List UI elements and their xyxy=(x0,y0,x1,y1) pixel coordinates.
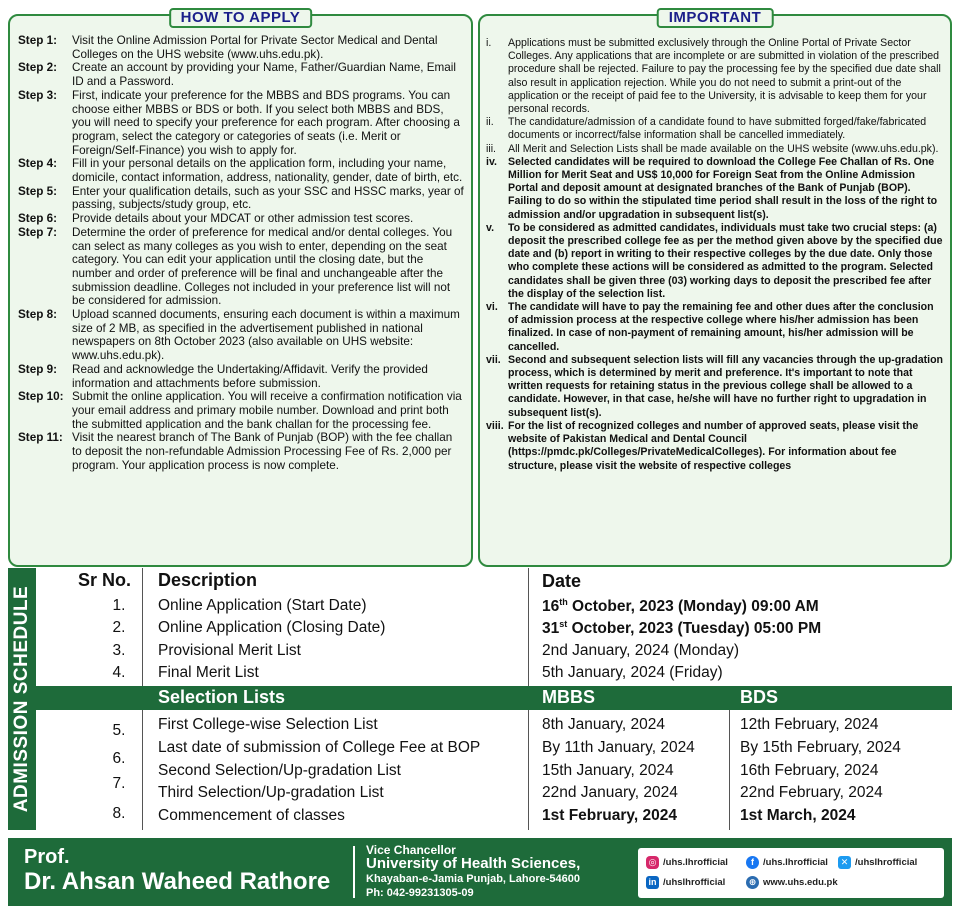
important-item xyxy=(486,37,944,116)
step-text: Determine the order of preference for medical and/or dental colleges. You can select as many colleges as you wish to enter, depending on the seat category. You can edit your application until the closing date, but the number and order of preference will be final and unchangeable after the submission deadline. Colleges not included in your preference list will not be considered for admission. xyxy=(72,225,453,308)
globe-icon: ⊕ xyxy=(746,876,759,889)
step-item xyxy=(18,185,465,212)
important-item xyxy=(486,116,944,142)
header-date: Date xyxy=(542,571,582,591)
important-panel xyxy=(478,9,952,567)
social-links xyxy=(638,848,944,898)
steps-list xyxy=(18,34,465,473)
date-rest: October, 2023 (Tuesday) 05:00 PM xyxy=(567,620,822,638)
step-text: Visit the nearest branch of The Bank of Punjab (BOP) with the fee challan to deposit the non-refundable Admission Processing Fee of Rs. 2,000 per program. Your application process is now complete. xyxy=(72,431,453,472)
item-number: ii. xyxy=(486,116,494,129)
header-description: Description xyxy=(158,570,258,590)
step-item xyxy=(18,390,465,431)
item-text: Selected candidates will be required to download the College Fee Challan of Rs. One Million for Merit Seat and US$ 10,000 for Foreign Seat from the Online Admission Portal and deposit amount at designated branches of the Bank of Punjab (BOP). Failing to do so within the stipulated time period shall result in the loss of the right to admission and/or upgradation in subsequent list(s). xyxy=(508,155,938,221)
step-text: Provide details about your MDCAT or other admission test scores. xyxy=(72,212,414,226)
linkedin-icon: in xyxy=(646,876,659,889)
row-date: 5th January, 2024 (Friday) xyxy=(542,664,723,681)
step-item xyxy=(18,308,465,363)
row-description: First College-wise Selection List xyxy=(158,716,378,733)
item-number: v. xyxy=(486,221,495,234)
linkedin-handle: /uhslhrofficial xyxy=(663,877,726,888)
item-number: vii. xyxy=(486,353,501,366)
row-sr: 2. xyxy=(112,619,126,636)
website-url: www.uhs.edu.pk xyxy=(763,877,838,888)
step-number: Step 6: xyxy=(18,212,57,226)
step-text: Read and acknowledge the Undertaking/Affidavit. Verify the provided information and attachments before submission. xyxy=(72,362,428,390)
date-rest: October, 2023 (Monday) 09:00 AM xyxy=(567,598,819,616)
facebook-icon: f xyxy=(746,856,759,869)
item-text: For the list of recognized colleges and number of approved seats, please visit the website of Pakistan Medical and Dental Council (https://pmdc.pk/Colleges/PrivateMedicalColleges). For information about fee structure, please visit the website of respective colleges xyxy=(508,419,919,472)
step-number: Step 8: xyxy=(18,308,57,322)
row-description: Last date of submission of College Fee at BOP xyxy=(158,739,481,756)
row-sr: 1. xyxy=(112,597,126,614)
how-to-apply-title: HOW TO APPLY xyxy=(169,8,313,28)
row-bds-date: 22nd February, 2024 xyxy=(740,784,883,801)
item-text: All Merit and Selection Lists shall be made available on the UHS website (www.uhs.edu.pk). xyxy=(508,142,939,155)
step-item xyxy=(18,363,465,390)
row-description: Third Selection/Up-gradation List xyxy=(158,784,384,801)
important-list xyxy=(486,37,944,473)
step-number: Step 1: xyxy=(18,34,57,47)
item-text: Second and subsequent selection lists will fill any vacancies through the up-gradation process, which is determined by merit and preference. It's important to note that written requests for retaining status in the previous college shall be allowed to a candidate. However, in that case, he/she will have no further right to upgradation in subsequent list(s). xyxy=(508,353,944,419)
step-item xyxy=(18,226,465,308)
row-description: Online Application (Closing Date) xyxy=(158,619,386,636)
step-number: Step 10: xyxy=(18,390,64,404)
item-number: i. xyxy=(486,37,492,49)
date-day: 16 xyxy=(542,598,560,616)
linkedin-link[interactable] xyxy=(646,876,725,889)
date-day: 31 xyxy=(542,620,560,638)
row-description: Commencement of classes xyxy=(158,807,345,824)
item-text: Applications must be submitted exclusively through the Online Portal of Private Sector Colleges. Any applications that are incomplete or are submitted in violation of the prescribed procedure shall be rejected. Failure to pay the processing fee by the specified due date shall also result in application rejection. While you do not need to submit a print-out of the application or the receipt of paid fee to the University, it is advisable to keep them for your personal records. xyxy=(508,37,941,116)
row-mbbs-date: By 11th January, 2024 xyxy=(542,739,695,756)
website-link[interactable] xyxy=(746,876,838,889)
university-phone: Ph: 042-99231305-09 xyxy=(366,887,474,899)
instagram-link[interactable] xyxy=(646,856,728,869)
university-name: University of Health Sciences, xyxy=(366,855,581,872)
column-divider xyxy=(729,710,730,830)
step-number: Step 2: xyxy=(18,61,57,75)
row-mbbs-date: 15th January, 2024 xyxy=(542,762,674,779)
row-date: 2nd January, 2024 (Monday) xyxy=(542,642,740,659)
step-text: Create an account by providing your Name, Father/Guardian Name, Email ID and a Password. xyxy=(72,61,456,89)
row-sr: 5. xyxy=(112,722,126,739)
row-mbbs-date: 22nd January, 2024 xyxy=(542,784,678,801)
row-mbbs-date: 1st February, 2024 xyxy=(542,807,677,824)
facebook-handle: /uhs.lhrofficial xyxy=(763,857,828,868)
selection-lists-bar xyxy=(36,686,952,710)
step-item xyxy=(18,89,465,158)
row-description: Final Merit List xyxy=(158,664,259,681)
vc-designation: Vice Chancellor xyxy=(366,843,456,857)
item-number: iv. xyxy=(486,155,497,168)
row-description: Second Selection/Up-gradation List xyxy=(158,762,401,779)
step-text: Visit the Online Admission Portal for Private Sector Medical and Dental Colleges on the UHS website (www.uhs.edu.pk). xyxy=(72,34,438,61)
important-item xyxy=(486,222,944,301)
schedule-table xyxy=(36,568,952,830)
schedule-side-label xyxy=(8,568,36,830)
important-item xyxy=(486,420,944,473)
row-bds-date: 1st March, 2024 xyxy=(740,807,856,824)
important-item xyxy=(486,156,944,222)
important-item xyxy=(486,143,944,156)
row-sr: 4. xyxy=(112,664,126,681)
row-sr: 8. xyxy=(112,805,126,822)
instagram-icon: ◎ xyxy=(646,856,659,869)
step-number: Step 5: xyxy=(18,184,57,198)
step-item xyxy=(18,61,465,88)
important-item xyxy=(486,301,944,354)
important-title: IMPORTANT xyxy=(657,8,774,28)
date-suffix: st xyxy=(559,619,568,629)
footer-divider xyxy=(353,846,355,898)
item-text: To be considered as admitted candidates, individuals must take two crucial steps: (a) deposit the prescribed college fee as per the method given above by the specified due date and (b) report in writing to their respective colleges by the due date. Only those who complete these actions will be considered as admitted to the program. Selected candidates shall be given three (03) working days to deposit the prescribed fee after the display of the selection list. xyxy=(508,221,943,300)
x-link[interactable] xyxy=(838,856,917,869)
row-bds-date: 12th February, 2024 xyxy=(740,716,879,733)
step-item xyxy=(18,34,465,61)
step-item xyxy=(18,212,465,226)
row-date xyxy=(542,619,821,638)
step-text: Upload scanned documents, ensuring each document is within a maximum size of 2 MB, as specified in the advertisement published in national newspapers on 8th October 2023 (also available on UHS website: www.uhs.edu.pk). xyxy=(72,308,460,363)
facebook-link[interactable] xyxy=(746,856,828,869)
university-address: Khayaban-e-Jamia Punjab, Lahore-54600 xyxy=(366,873,580,885)
item-number: vi. xyxy=(486,301,498,314)
selection-lists-title: Selection Lists xyxy=(158,687,286,707)
step-item xyxy=(18,157,465,184)
x-handle: /uhslhrofficial xyxy=(855,857,918,868)
step-text: First, indicate your preference for the MBBS and BDS programs. You can choose either MBBS or BDS or both. If you select both MBBS and BDS, you will need to specify your preference for each program. After choosing a program, select the category or categories of seats (i.e. Merit or Foreign/Self-Finance) you wish to apply for. xyxy=(72,88,460,157)
x-icon: ✕ xyxy=(838,856,851,869)
item-text: The candidature/admission of a candidate found to have submitted forged/fake/fabricated documents or incorrect/false information shall be cancelled immediately. xyxy=(508,116,927,142)
row-bds-date: By 15th February, 2024 xyxy=(740,739,901,756)
instagram-handle: /uhs.lhrofficial xyxy=(663,857,728,868)
row-bds-date: 16th February, 2024 xyxy=(740,762,879,779)
step-number: Step 7: xyxy=(18,225,57,239)
step-number: Step 9: xyxy=(18,362,57,376)
step-number: Step 11: xyxy=(18,431,63,445)
header-sr-no: Sr No. xyxy=(78,570,132,590)
step-number: Step 4: xyxy=(18,157,57,171)
date-suffix: th xyxy=(559,597,568,607)
row-description: Online Application (Start Date) xyxy=(158,597,367,614)
important-item xyxy=(486,354,944,420)
admission-schedule xyxy=(8,568,952,836)
step-number: Step 3: xyxy=(18,88,57,102)
item-number: iii. xyxy=(486,142,497,155)
mbbs-header: MBBS xyxy=(542,687,595,707)
item-text: The candidate will have to pay the remaining fee and other dues after the conclusion of admission process at the respective college where his/her admission has been finalized. In case of non-payment of remaining amount, his/her admission will be cancelled. xyxy=(508,301,934,353)
row-sr: 3. xyxy=(112,642,126,659)
step-text: Submit the online application. You will receive a confirmation notification via your email address and primary mobile number. Download and print both the submitted application and the bank challan for the processing fee. xyxy=(72,390,462,431)
row-sr: 7. xyxy=(112,775,126,792)
row-description: Provisional Merit List xyxy=(158,642,301,659)
row-mbbs-date: 8th January, 2024 xyxy=(542,716,665,733)
step-item xyxy=(18,431,465,472)
bds-header: BDS xyxy=(740,687,779,707)
step-text: Enter your qualification details, such as your SSC and HSSC marks, year of passing, subjects/study group, etc. xyxy=(72,184,464,212)
schedule-label-text: ADMISSION SCHEDULE xyxy=(11,585,32,813)
vc-name: Dr. Ahsan Waheed Rathore xyxy=(24,868,331,895)
row-date xyxy=(542,597,819,616)
how-to-apply-panel xyxy=(8,9,473,567)
row-sr: 6. xyxy=(112,750,126,767)
prof-title: Prof. xyxy=(24,846,70,868)
step-text: Fill in your personal details on the application form, including your name, domicile, contact information, address, nationality, gender, date of birth, etc. xyxy=(72,157,463,185)
item-number: viii. xyxy=(486,419,504,432)
footer xyxy=(8,838,952,906)
